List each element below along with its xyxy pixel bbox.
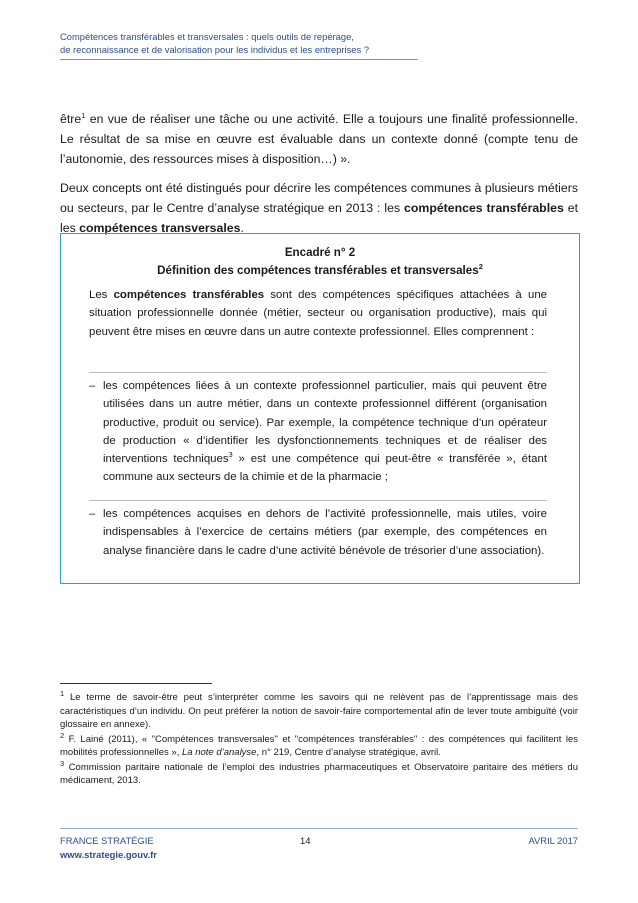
footnote-2-text-b: , n° 219, Centre d’analyse stratégique, avril. xyxy=(256,747,441,758)
paragraph-2 xyxy=(60,178,578,239)
footnote-ref-1[interactable]: 1 xyxy=(81,110,86,120)
footnote-separator xyxy=(60,683,212,684)
para1-word: être xyxy=(60,112,82,126)
footer-publisher: FRANCE STRATÉGIE xyxy=(60,835,154,846)
box-subtitle-text: Définition des compétences transférables et transversales xyxy=(157,264,479,277)
footnote-3-number: 3 xyxy=(60,758,65,768)
box-bullet-2 xyxy=(89,505,547,560)
bullet-1-text-a: les compétences liées à un contexte professionnel particulier, mais qui peuvent être utilisées dans un autre métier, dans un contexte professionnel différent (organisation productive, produit ou service). Par exemple, la compétence technique d’un opérateur de production « d’identifier les dysfonctionnements techniques et de réaliser des interventions techniques xyxy=(103,380,547,466)
box-title: Encadré n° 2 xyxy=(284,246,356,259)
footnote-1 xyxy=(60,688,578,732)
paragraph-1 xyxy=(60,109,578,170)
box-divider-1 xyxy=(89,372,547,373)
box-intro xyxy=(89,286,547,341)
box-bullet-1 xyxy=(89,377,547,487)
para2-bold-transversales: compétences transversales xyxy=(79,221,241,236)
header-line-2: de reconnaissance et de valorisation pour les individus et les entreprises ? xyxy=(60,43,370,55)
bullet-dash: – xyxy=(89,508,96,520)
box-subtitle xyxy=(61,264,579,277)
bullet-dash: – xyxy=(89,380,96,392)
footnote-ref-3[interactable]: 3 xyxy=(228,450,233,460)
page-number: 14 xyxy=(300,835,311,846)
para2-end: . xyxy=(240,221,244,236)
footer-separator xyxy=(60,828,578,829)
box-divider-2 xyxy=(89,500,547,501)
footnote-3-text: Commission paritaire nationale de l’emploi des industries pharmaceutiques et Observatoire paritaire des métiers du médicament, 2013. xyxy=(60,761,578,786)
box-intro-pre: Les xyxy=(89,289,114,301)
footnote-1-text: Le terme de savoir-être peut s’interpréter comme les savoirs qui ne relèvent pas de l’apprentissage mais des caractéristiques d’un individu. On peut préférer la notion de savoir-faire comportemental afin de lever toute ambiguïté (voir glossaire en annexe). xyxy=(60,692,578,730)
definition-box xyxy=(60,233,580,584)
para2-text: Deux concepts ont été distingués pour décrire les compétences communes à plusieurs métiers ou secteurs, par le Centre d’analyse stratégique en 2013 : les xyxy=(60,181,578,216)
footnote-2-number: 2 xyxy=(60,730,65,740)
bullet-1-text xyxy=(103,377,547,487)
footnotes xyxy=(60,688,578,789)
footer-date: AVRIL 2017 xyxy=(528,835,578,846)
header-line-1: Compétences transférables et transversales : quels outils de repérage, xyxy=(60,31,354,42)
footnote-3 xyxy=(60,758,578,788)
footnote-1-number: 1 xyxy=(60,688,65,698)
box-intro-post: sont des compétences spécifiques attachées à une situation professionnelle donnée (métier, secteur ou organisation productive), mais qui peuvent être mises en œuvre dans un autre contexte professionnel. Elles comprennent : xyxy=(89,289,547,338)
running-header xyxy=(60,31,418,60)
para1-rest: en vue de réaliser une tâche ou une activité. Elle a toujours une finalité professionnelle. Le résultat de sa mise en œuvre est évaluable dans un contexte donné (compte tenu de l’autonomie, des ressources mises à disposition…) ». xyxy=(60,112,578,167)
bullet-2-text: les compétences acquises en dehors de l’activité professionnelle, mais utiles, voire indispensables à l’exercice de certains métiers (par exemple, des compétences en analyse financière dans le cadre d’une activité bénévole de trésorier d’une association). xyxy=(103,508,547,557)
bullet-1-text-b: » est une compétence qui peut-être « transférée », étant commune aux secteurs de la chimie et de la pharmacie ; xyxy=(103,453,547,484)
footnote-2 xyxy=(60,730,578,760)
footer-website-link[interactable]: www.strategie.gouv.fr xyxy=(60,849,157,860)
footnote-2-publication: La note d’analyse xyxy=(181,747,257,758)
para2-mid: et les xyxy=(60,201,578,236)
box-intro-bold: compétences transférables xyxy=(113,289,265,301)
footnote-2-text-a: F. Lainé (2011), « "Compétences transversales" et "compétences transférables" : des compétences qui facilitent les mobilités professionnelles », xyxy=(60,733,578,758)
footnote-ref-2[interactable]: 2 xyxy=(478,262,483,272)
para2-bold-transferables: compétences transférables xyxy=(404,201,564,216)
